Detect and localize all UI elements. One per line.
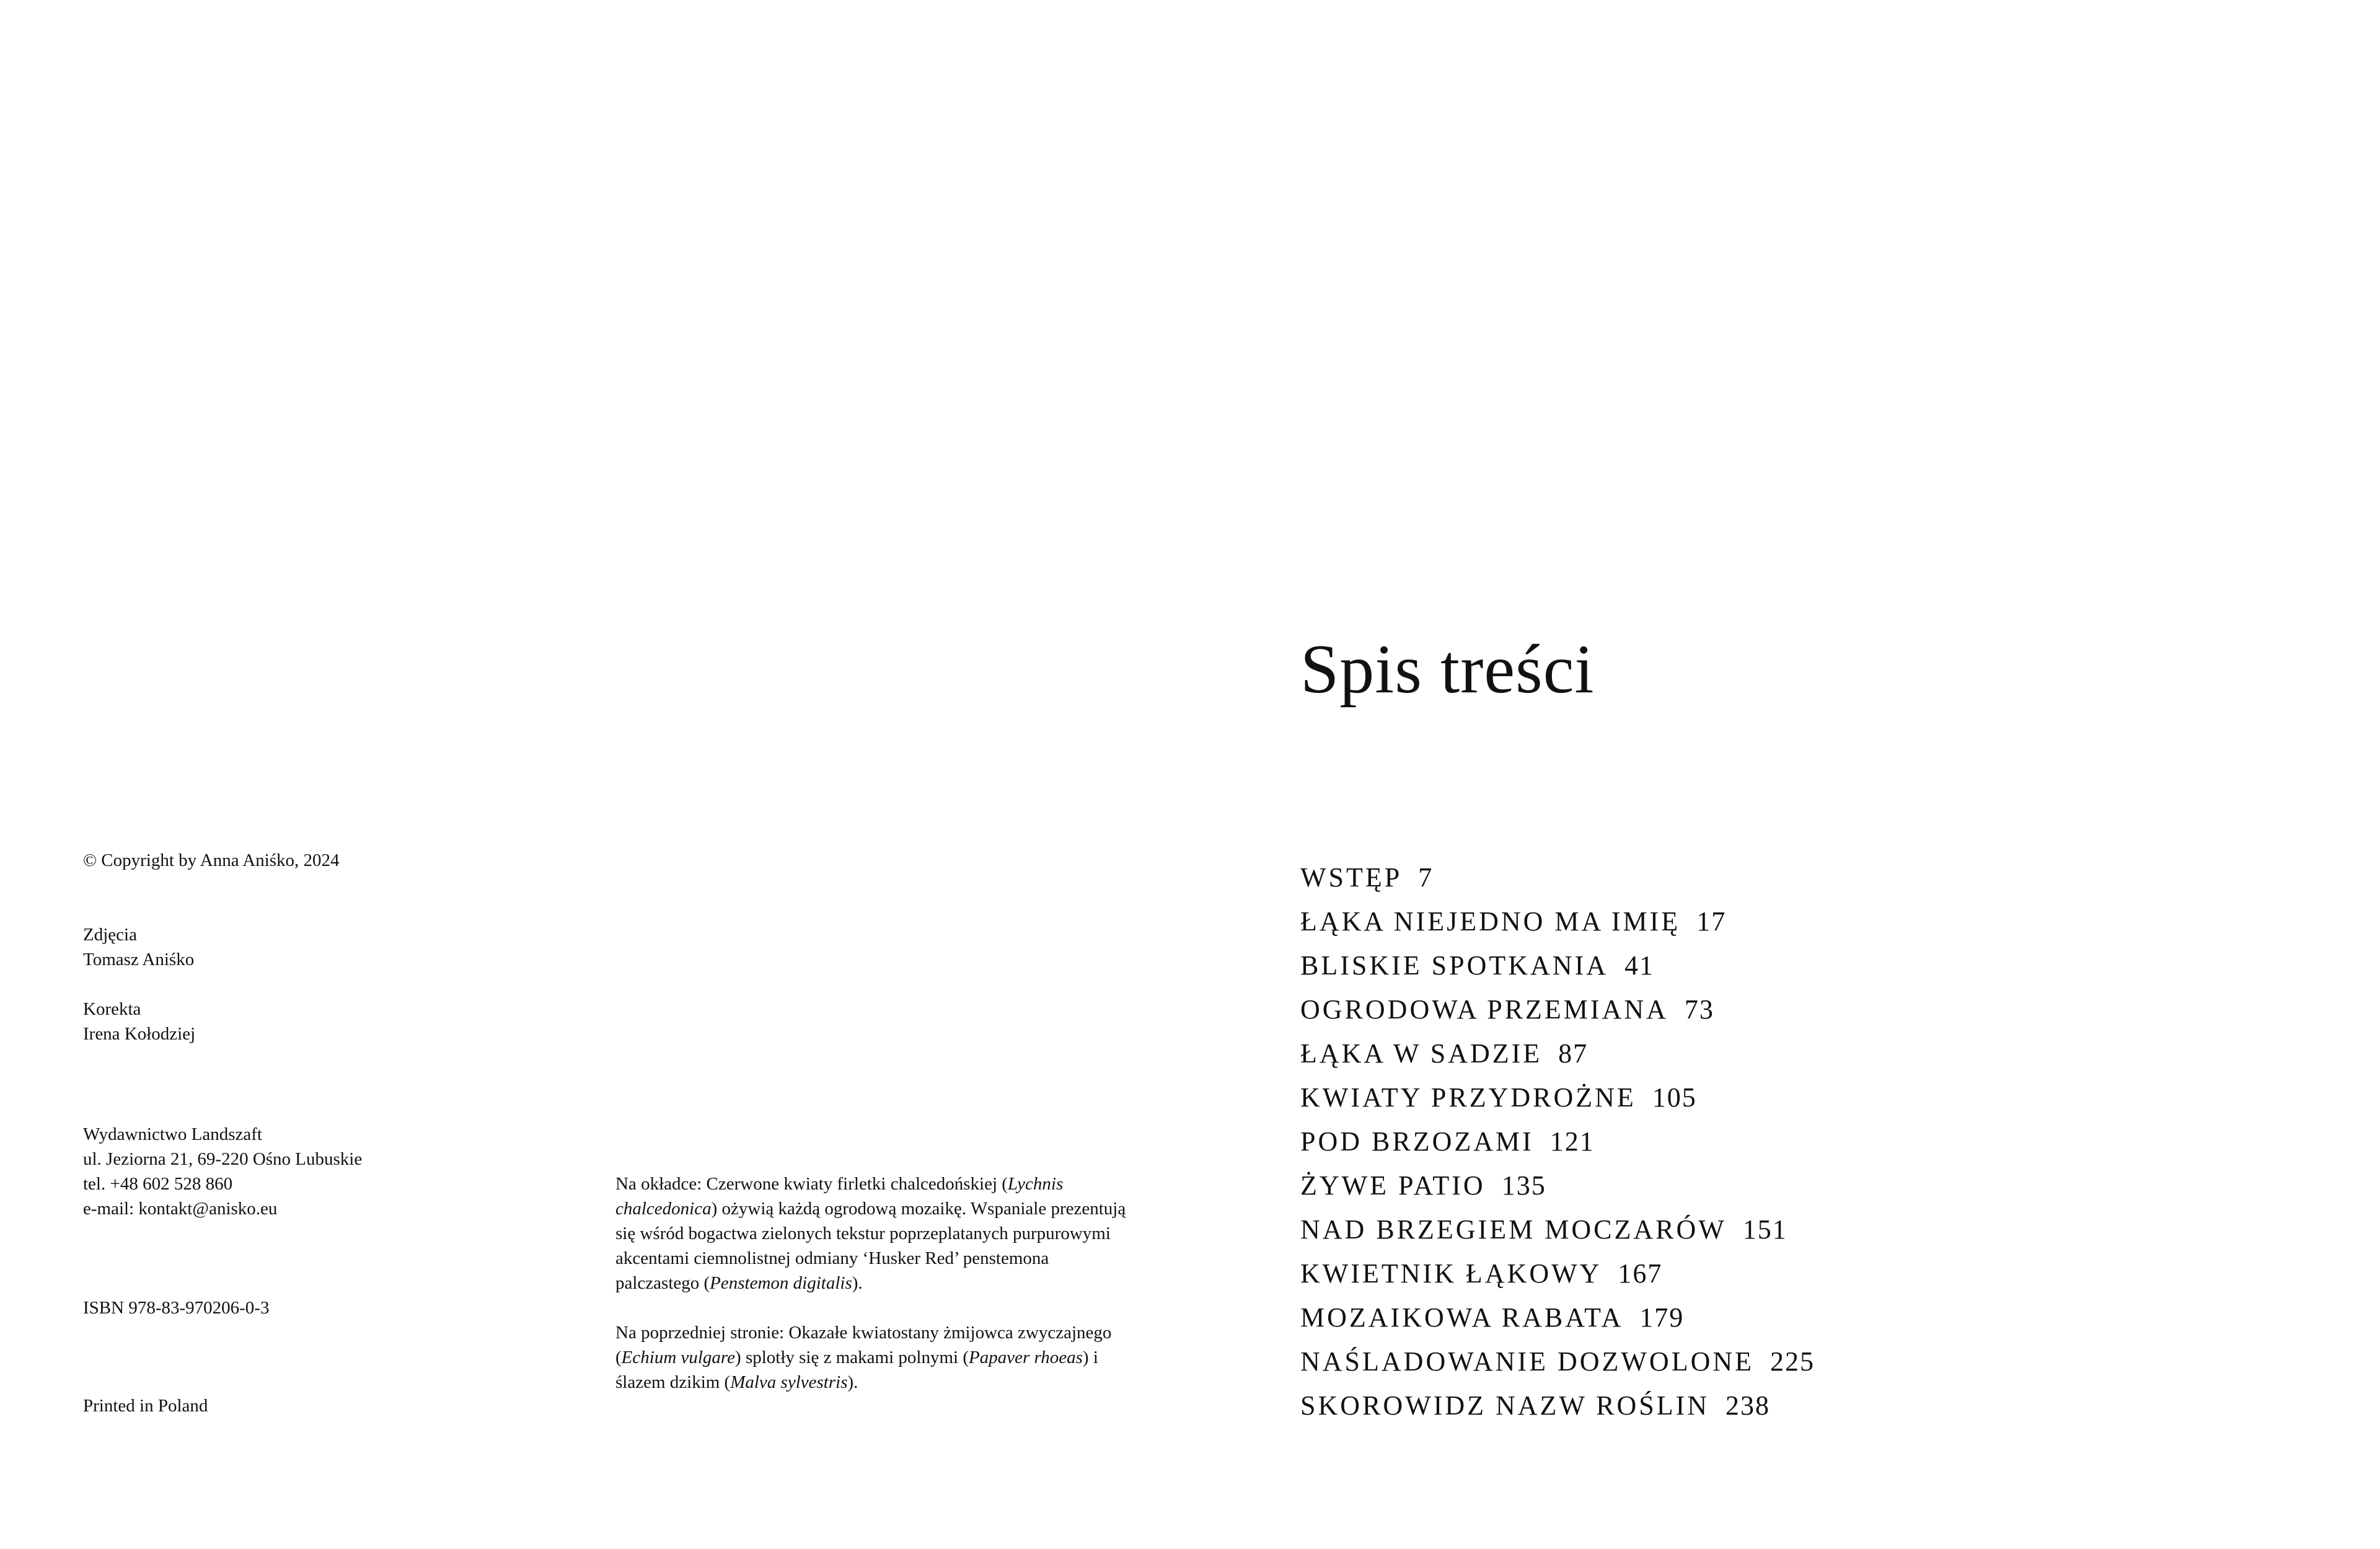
toc-entry[interactable]	[1300, 1031, 1815, 1075]
photo-credit-label: Zdjęcia	[83, 925, 137, 945]
publisher-phone: tel. +48 602 528 860	[83, 1174, 233, 1194]
proofreading-credit	[83, 997, 195, 1046]
toc-entry-title: ŁĄKA NIEJEDNO MA IMIĘ	[1300, 906, 1681, 937]
toc-entry[interactable]	[1300, 1384, 1815, 1428]
toc-entry[interactable]	[1300, 1339, 1815, 1384]
toc-entry[interactable]	[1300, 1295, 1815, 1339]
photo-credit	[83, 922, 194, 972]
toc-entry[interactable]	[1300, 855, 1815, 899]
toc-entry[interactable]	[1300, 987, 1815, 1031]
previous-page-caption	[615, 1320, 1130, 1395]
cover-caption-latin-name: Penstemon digitalis	[710, 1273, 852, 1293]
proofreading-name: Irena Kołodziej	[83, 1024, 196, 1044]
previous-caption-text: ) splotły się z makami polnymi (	[735, 1348, 969, 1367]
photo-credit-name: Tomasz Aniśko	[83, 950, 195, 969]
toc-entry-title: WSTĘP	[1300, 862, 1403, 893]
copyright-text: © Copyright by Anna Aniśko, 2024	[83, 850, 340, 870]
cover-caption-text: Na okładce: Czerwone kwiaty firletki chalcedońskiej (	[615, 1174, 1008, 1194]
toc-entry-page: 121	[1549, 1126, 1595, 1157]
publisher-address: ul. Jeziorna 21, 69-220 Ośno Lubuskie	[83, 1149, 363, 1169]
isbn	[83, 1295, 269, 1320]
cover-caption-text: ) ożywią każdą ogrodową mozaikę. Wspaniale prezentują się wśród bogactwa zielonych tekstur poprzeplatanych purpurowymi akcentami ciemnolistnej odmiany ‘Husker Red’ penstemona palczastego (	[615, 1199, 1126, 1293]
caption-spacer	[615, 1295, 1130, 1320]
toc-entry[interactable]	[1300, 1251, 1815, 1295]
toc-entry-page: 179	[1639, 1302, 1685, 1333]
toc-entry[interactable]	[1300, 943, 1815, 987]
toc-entry-title: OGRODOWA PRZEMIANA	[1300, 994, 1668, 1025]
toc-entry-title: MOZAIKOWA RABATA	[1300, 1302, 1624, 1333]
toc-entry-page: 225	[1770, 1346, 1815, 1377]
previous-caption-latin-name: Papaver rhoeas	[968, 1348, 1083, 1367]
cover-caption-text: ).	[852, 1273, 863, 1293]
printed-in-text: Printed in Poland	[83, 1396, 208, 1416]
toc-entry[interactable]	[1300, 1207, 1815, 1251]
toc-entry[interactable]	[1300, 899, 1815, 943]
cover-caption	[615, 1172, 1130, 1295]
toc-entry-page: 105	[1652, 1082, 1697, 1113]
toc-entry-title: KWIETNIK ŁĄKOWY	[1300, 1258, 1602, 1289]
toc-entry-title: POD BRZOZAMI	[1300, 1126, 1534, 1157]
toc-entry-page: 151	[1742, 1214, 1787, 1245]
toc-entry-page: 167	[1618, 1258, 1663, 1289]
printed-in	[83, 1393, 208, 1418]
previous-caption-text: ) i ślazem dzikim (	[615, 1348, 1098, 1392]
previous-caption-text: ).	[847, 1372, 858, 1392]
toc-entry-page: 41	[1624, 950, 1654, 981]
proofreading-label: Korekta	[83, 999, 141, 1019]
publisher-email: e-mail: kontakt@anisko.eu	[83, 1199, 278, 1219]
toc-entry-page: 238	[1726, 1390, 1771, 1421]
toc-entry-page: 17	[1696, 906, 1727, 937]
isbn-text: ISBN 978-83-970206-0-3	[83, 1298, 270, 1318]
toc-entry-title: NAD BRZEGIEM MOCZARÓW	[1300, 1214, 1727, 1245]
copyright-notice	[83, 848, 340, 873]
toc-entry-title: KWIATY PRZYDROŻNE	[1300, 1082, 1636, 1113]
toc-entry[interactable]	[1300, 1075, 1815, 1119]
toc-entry[interactable]	[1300, 1119, 1815, 1163]
publisher-name: Wydawnictwo Landszaft	[83, 1124, 262, 1144]
toc-title: Spis treści	[1300, 631, 1595, 708]
toc-list	[1300, 855, 1815, 1428]
toc-entry[interactable]	[1300, 1163, 1815, 1207]
toc-entry-page: 87	[1558, 1038, 1589, 1069]
photo-captions	[615, 1172, 1130, 1395]
toc-entry-title: BLISKIE SPOTKANIA	[1300, 950, 1608, 981]
toc-entry-page: 7	[1418, 862, 1434, 893]
publisher-info	[83, 1122, 362, 1221]
toc-entry-page: 73	[1684, 994, 1714, 1025]
cover-caption-latin-name: Lychnis chalcedonica	[615, 1174, 1064, 1219]
previous-caption-latin-name: Malva sylvestris	[730, 1372, 848, 1392]
toc-entry-title: NAŚLADOWANIE DOZWOLONE	[1300, 1346, 1754, 1377]
previous-caption-text: Na poprzedniej stronie: Okazałe kwiatostany żmijowca zwyczajnego (	[615, 1323, 1112, 1367]
toc-entry-title: ŻYWE PATIO	[1300, 1170, 1486, 1201]
previous-caption-latin-name: Echium vulgare	[621, 1348, 736, 1367]
toc-entry-title: SKOROWIDZ NAZW ROŚLIN	[1300, 1390, 1710, 1421]
toc-entry-title: ŁĄKA W SADZIE	[1300, 1038, 1543, 1069]
toc-entry-page: 135	[1501, 1170, 1546, 1201]
